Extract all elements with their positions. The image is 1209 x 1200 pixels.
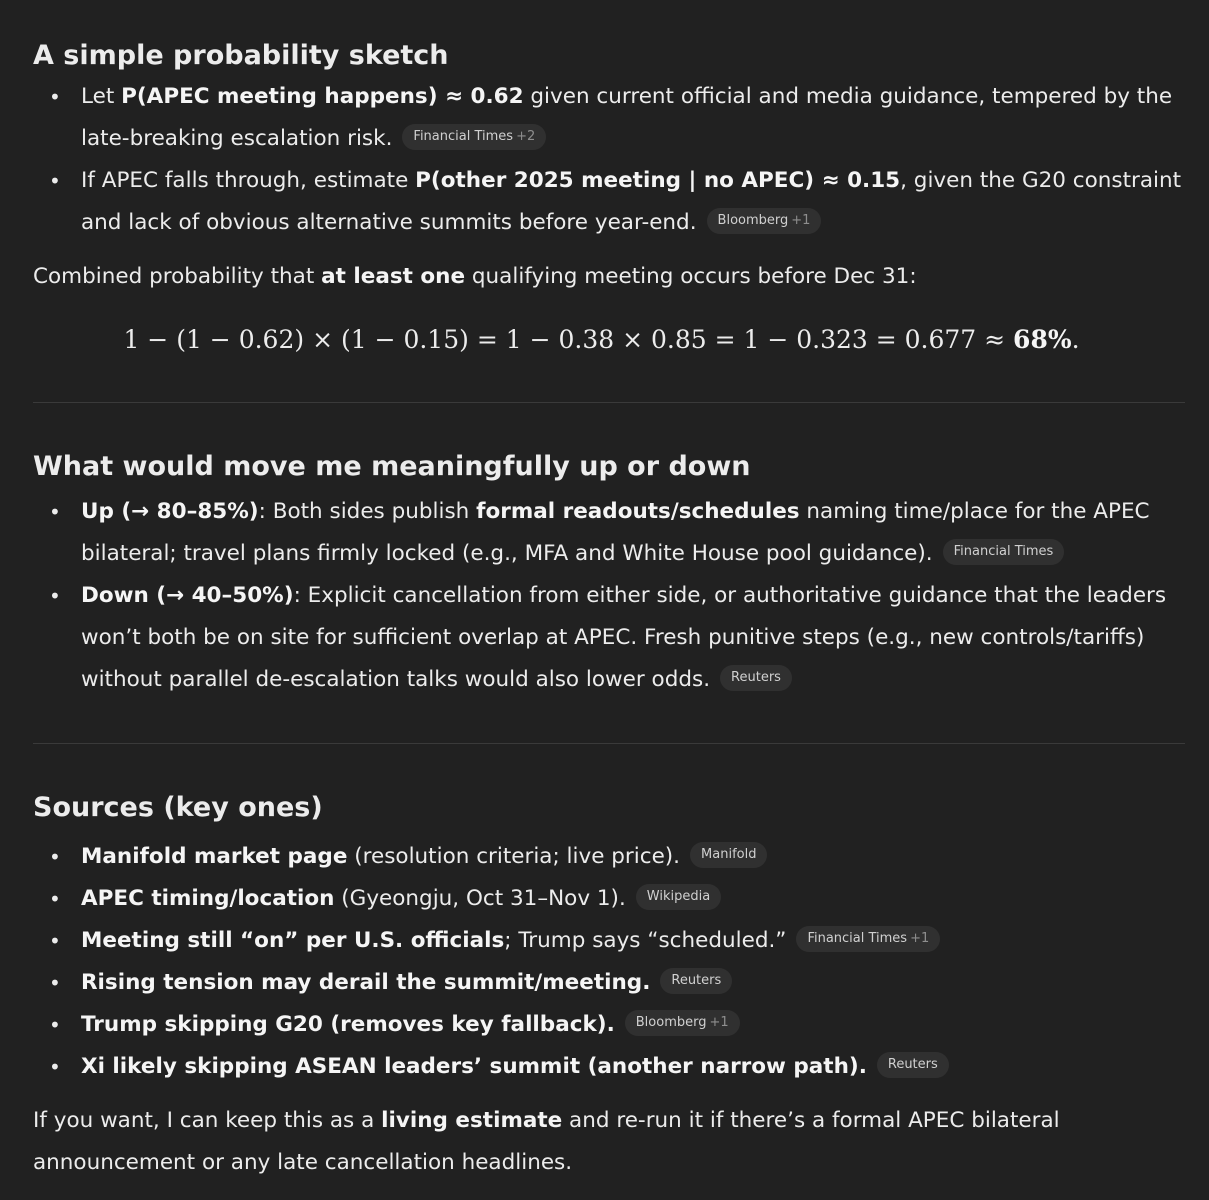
section-heading-what-would-move: What would move me meaningfully up or down xyxy=(33,451,751,482)
source-item: • Meeting still “on” per U.S. officials; Trump says “scheduled.” Financial Times +1 xyxy=(33,920,1185,962)
bold-text: P(APEC meeting happens) ≈ 0.62 xyxy=(121,84,524,109)
sketch-list xyxy=(33,76,1185,244)
move-list xyxy=(33,491,1185,701)
citation-chip[interactable]: Financial Times +1 xyxy=(796,926,940,952)
citation-chip[interactable]: Wikipedia xyxy=(636,884,721,910)
list-item-up: • Up (→ 80–85%): Both sides publish formal readouts/schedules naming time/place for the APEC bilateral; travel plans firmly locked (e.g., MFA and White House pool guidance). Financial Times xyxy=(33,491,1185,575)
source-item: • Xi likely skipping ASEAN leaders’ summit (another narrow path). Reuters xyxy=(33,1046,1185,1088)
source-item: • APEC timing/location (Gyeongju, Oct 31–Nov 1). Wikipedia xyxy=(33,878,1185,920)
formula-block: 1 − (1 − 0.62) × (1 − 0.15) = 1 − 0.38 × 0.85 = 1 − 0.323 = 0.677 ≈ 68%. xyxy=(123,325,1080,354)
sources-list xyxy=(33,836,1185,1088)
list-item: • Let P(APEC meeting happens) ≈ 0.62 given current official and media guidance, tempered by the late-breaking escalation risk. Financial Times +2 xyxy=(33,76,1185,160)
citation-chip[interactable]: Bloomberg +1 xyxy=(707,208,822,234)
source-item: • Manifold market page (resolution criteria; live price). Manifold xyxy=(33,836,1185,878)
citation-chip[interactable]: Bloomberg +1 xyxy=(625,1010,740,1036)
section-heading-probability-sketch: A simple probability sketch xyxy=(33,40,449,71)
citation-chip[interactable]: Reuters xyxy=(877,1052,949,1078)
source-item: • Trump skipping G20 (removes key fallback). Bloomberg +1 xyxy=(33,1004,1185,1046)
section-heading-sources: Sources (key ones) xyxy=(33,792,323,823)
citation-chip[interactable]: Financial Times +2 xyxy=(402,124,546,150)
bold-text: P(other 2025 meeting | no APEC) ≈ 0.15 xyxy=(415,168,901,193)
citation-chip[interactable]: Manifold xyxy=(690,842,767,868)
list-item-down: • Down (→ 40–50%): Explicit cancellation from either side, or authoritative guidance that the leaders won’t both be on site for sufficient overlap at APEC. Fresh punitive steps (e.g., new controls/tariffs) without parallel de-escalation talks would also lower odds. Reuters xyxy=(33,575,1185,701)
divider xyxy=(33,402,1185,403)
source-item: • Rising tension may derail the summit/meeting. Reuters xyxy=(33,962,1185,1004)
paragraph-closing: If you want, I can keep this as a living estimate and re-run it if there’s a formal APEC bilateral announcement or any late cancellation headlines. xyxy=(33,1108,1060,1175)
citation-chip[interactable]: Reuters xyxy=(720,665,792,691)
divider xyxy=(33,743,1185,744)
citation-chip[interactable]: Financial Times xyxy=(943,539,1065,565)
list-item: • If APEC falls through, estimate P(other 2025 meeting | no APEC) ≈ 0.15, given the G20 constraint and lack of obvious alternative summits before year-end. Bloomberg +1 xyxy=(33,160,1185,244)
paragraph-combined: Combined probability that at least one qualifying meeting occurs before Dec 31: xyxy=(33,264,917,289)
citation-chip[interactable]: Reuters xyxy=(660,968,732,994)
formula-result: 68% xyxy=(1013,325,1072,354)
